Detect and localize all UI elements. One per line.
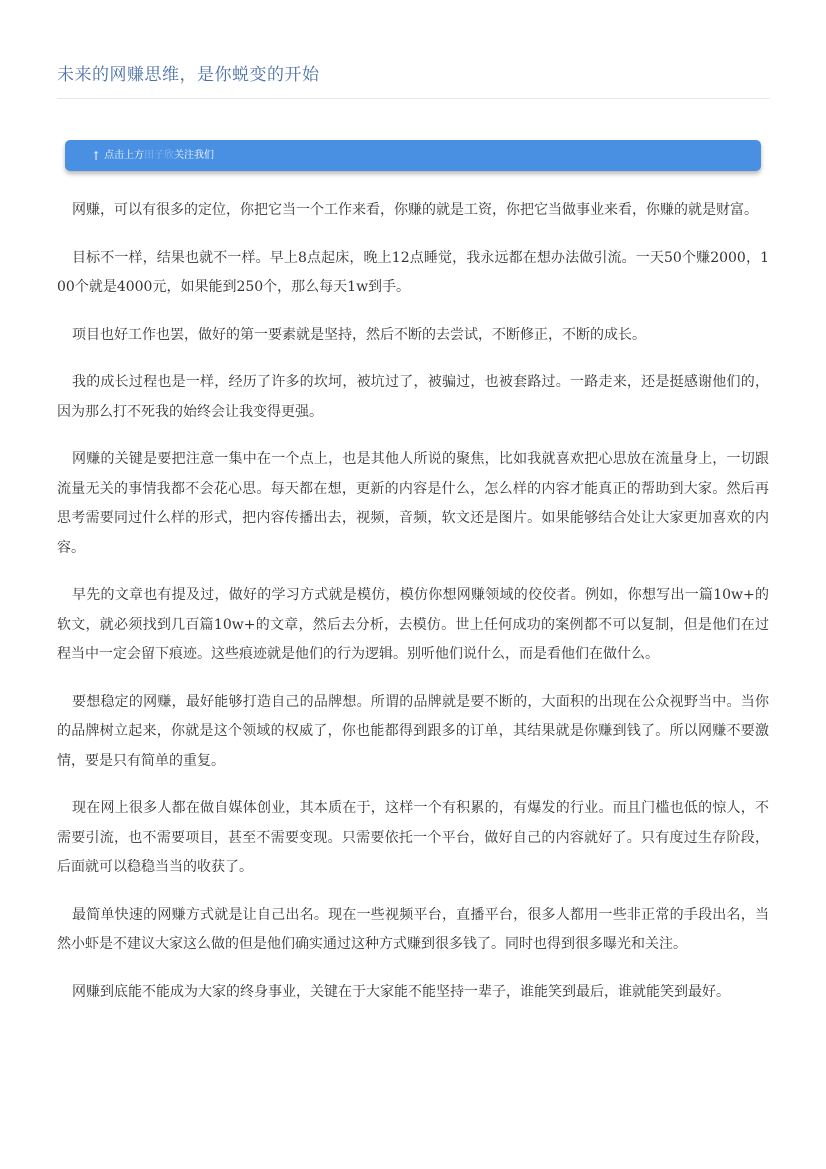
paragraph: 我的成长过程也是一样，经历了许多的坎坷，被坑过了，被骗过，也被套路过。一路走来，还是挺感谢他们的，因为那么打不死我的始终会让我变得更强。 <box>57 374 769 420</box>
paragraph: 目标不一样，结果也就不一样。早上8点起床，晚上12点睡觉，我永远都在想办法做引流。一天50个赚2000，100个就是4000元，如果能到250个，那么每天1w到手。 <box>57 249 769 295</box>
banner-account-name[interactable]: 田子欣 <box>144 149 175 161</box>
paragraph: 项目也好工作也罢，做好的第一要素就是坚持，然后不断的去尝试，不断修正，不断的成长。 <box>72 326 646 343</box>
article-body <box>57 196 769 1025</box>
banner-suffix: 关注我们 <box>174 149 215 161</box>
title-divider <box>57 98 770 99</box>
follow-banner-text <box>91 149 214 163</box>
paragraph: 早先的文章也有提及过，做好的学习方式就是模仿，模仿你想网赚领域的佼佼者。例如，你想写出一篇10w+的软文，就必须找到几百篇10w+的文章，然后去分析，去模仿。世上任何成功的案例都不可以复制，但是他们在过程当中一定会留下痕迹。这些痕迹就是他们的行为逻辑。别听他们说什么，而是看他们在做什么。 <box>57 587 769 662</box>
paragraph: 最简单快速的网赚方式就是让自己出名。现在一些视频平台，直播平台，很多人都用一些非正常的手段出名，当然小虾是不建议大家这么做的但是他们确实通过这种方式赚到很多钱了。同时也得到很多曝光和关注。 <box>57 906 769 952</box>
paragraph: 网赚，可以有很多的定位，你把它当一个工作来看，你赚的就是工资，你把它当做事业来看，你赚的就是财富。 <box>72 202 758 218</box>
paragraph: 现在网上很多人都在做自媒体创业，其本质在于，这样一个有积累的，有爆发的行业。而且门槛也低的惊人，不需要引流，也不需要项目，甚至不需要变现。只需要依托一个平台，做好自己的内容就好了。只有度过生存阶段，后面就可以稳稳当当的收获了。 <box>57 800 769 875</box>
paragraph: 网赚的关键是要把注意一集中在一个点上，也是其他人所说的聚焦，比如我就喜欢把心思放在流量身上，一切跟流量无关的事情我都不会花心思。每天都在想，更新的内容是什么，怎么样的内容才能真正的帮助到大家。然后再思考需要同过什么样的形式，把内容传播出去，视频，音频，软文还是图片。如果能够结合处让大家更加喜欢的内容。 <box>57 451 769 556</box>
arrow-up-icon: ↑ <box>91 148 102 163</box>
article-title: 未来的网赚思维，是你蜕变的开始 <box>57 65 320 85</box>
follow-banner[interactable] <box>65 140 761 171</box>
banner-prefix: 点击上方 <box>104 149 145 161</box>
paragraph: 网赚到底能不能成为大家的终身事业，关键在于大家能不能坚持一辈子，谁能笑到最后，谁就能笑到最好。 <box>72 983 730 1000</box>
paragraph: 要想稳定的网赚，最好能够打造自己的品牌想。所谓的品牌就是要不断的，大面积的出现在公众视野当中。当你的品牌树立起来，你就是这个领域的权威了，你也能都得到跟多的订单，其结果就是你赚到钱了。所以网赚不要激情，要是只有简单的重复。 <box>57 693 769 769</box>
